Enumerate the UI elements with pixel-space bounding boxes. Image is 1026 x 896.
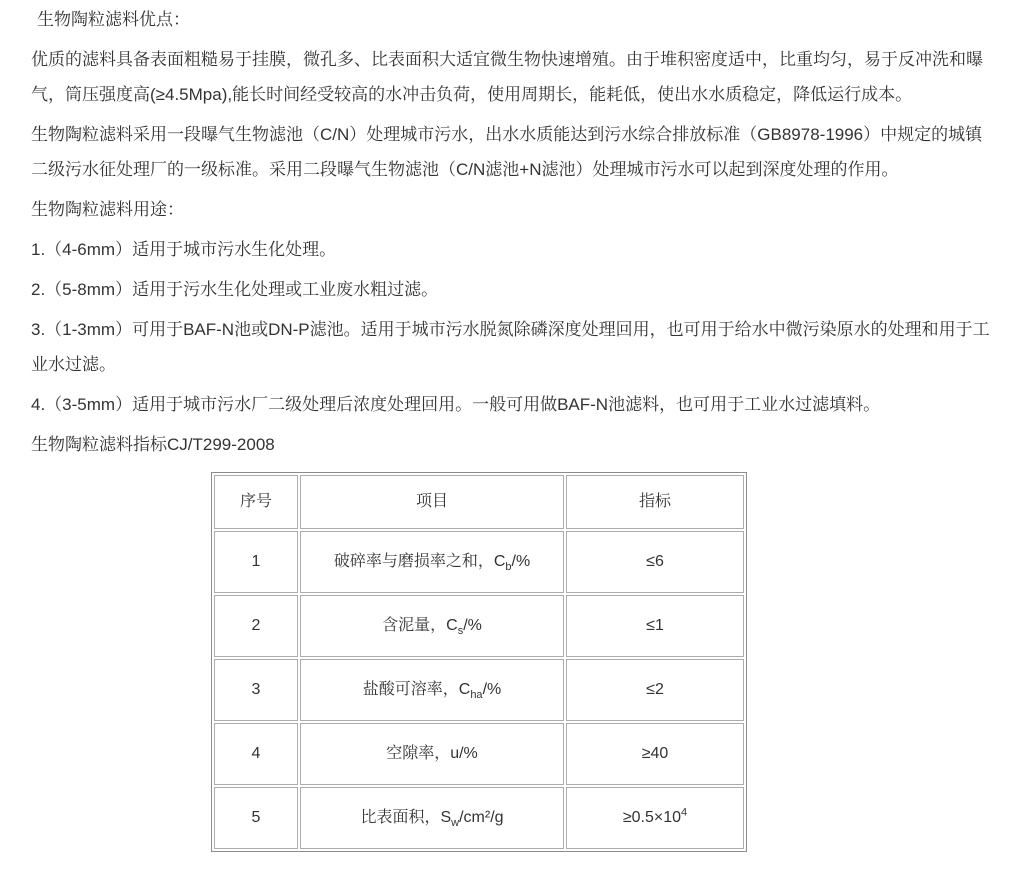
cell-value: ≤6 — [566, 531, 744, 593]
use-item-2: 2.（5-8mm）适用于污水生化处理或工业废水粗过滤。 — [31, 280, 439, 299]
column-header-no: 序号 — [214, 475, 298, 529]
value-superscript: 4 — [681, 806, 688, 819]
cell-no: 5 — [214, 787, 298, 849]
table-row — [214, 723, 744, 785]
cell-value: ≥40 — [566, 723, 744, 785]
item-text: 破碎率与磨损率之和，C — [333, 552, 506, 570]
heading-advantages: 生物陶粒滤料优点： — [37, 10, 190, 29]
item-unit: /% — [463, 616, 482, 634]
table-row — [214, 595, 744, 657]
para-advantages: 优质的滤料具备表面粗糙易于挂膜，微孔多、比表面积大适宜微生物快速增殖。由于堆积密度适中，比重均匀，易于反冲洗和曝气，筒压强度高(≥4.5Mpa),能长时间经受较高的水冲击负荷，使用周期长，能耗低，使出水水质稳定，降低运行成本。 — [31, 50, 983, 104]
cell-item — [300, 595, 564, 657]
item-unit: /% — [511, 552, 531, 570]
cell-item — [300, 659, 564, 721]
column-header-item: 项目 — [300, 475, 564, 529]
table-row — [214, 659, 744, 721]
table-row — [214, 787, 744, 849]
cell-value: ≤2 — [566, 659, 744, 721]
item-subscript: ha — [470, 688, 483, 701]
cell-item — [300, 531, 564, 593]
use-item-3: 3.（1-3mm）可用于BAF-N池或DN-P滤池。适用于城市污水脱氮除磷深度处理回用，也可用于给水中微污染原水的处理和用于工业水过滤。 — [31, 320, 990, 374]
item-subscript: b — [505, 560, 512, 573]
cell-item — [300, 723, 564, 785]
value-text: ≥0.5×10 — [622, 808, 682, 826]
item-unit: /cm²/g — [459, 808, 504, 826]
item-subscript: w — [451, 816, 460, 829]
item-text: 空隙率，u/% — [386, 744, 478, 762]
item-text: 盐酸可溶率，C — [362, 680, 471, 698]
cell-value — [566, 787, 744, 849]
table-row — [214, 531, 744, 593]
item-text: 比表面积，S — [360, 808, 452, 826]
cell-no: 1 — [214, 531, 298, 593]
article — [31, 2, 996, 852]
cell-no: 3 — [214, 659, 298, 721]
spec-table — [211, 472, 747, 852]
item-subscript: s — [457, 624, 464, 637]
cell-no: 4 — [214, 723, 298, 785]
cell-value: ≤1 — [566, 595, 744, 657]
cell-no: 2 — [214, 595, 298, 657]
use-item-1: 1.（4-6mm）适用于城市污水生化处理。 — [31, 240, 337, 259]
table-header-row — [214, 475, 744, 529]
para-treatment: 生物陶粒滤料采用一段曝气生物滤池（C/N）处理城市污水，出水水质能达到污水综合排放标准（GB8978-1996）中规定的城镇二级污水征处理厂的一级标准。采用二段曝气生物滤池（C/N滤池+N滤池）处理城市污水可以起到深度处理的作用。 — [31, 125, 983, 179]
column-header-value: 指标 — [566, 475, 744, 529]
item-text: 含泥量，C — [382, 616, 458, 634]
item-unit: /% — [482, 680, 502, 698]
use-item-4: 4.（3-5mm）适用于城市污水厂二级处理后浓度处理回用。一般可用做BAF-N池滤料，也可用于工业水过滤填料。 — [31, 395, 881, 414]
cell-item — [300, 787, 564, 849]
table-caption: 生物陶粒滤料指标CJ/T299-2008 — [31, 435, 275, 454]
heading-uses: 生物陶粒滤料用途： — [31, 200, 184, 219]
